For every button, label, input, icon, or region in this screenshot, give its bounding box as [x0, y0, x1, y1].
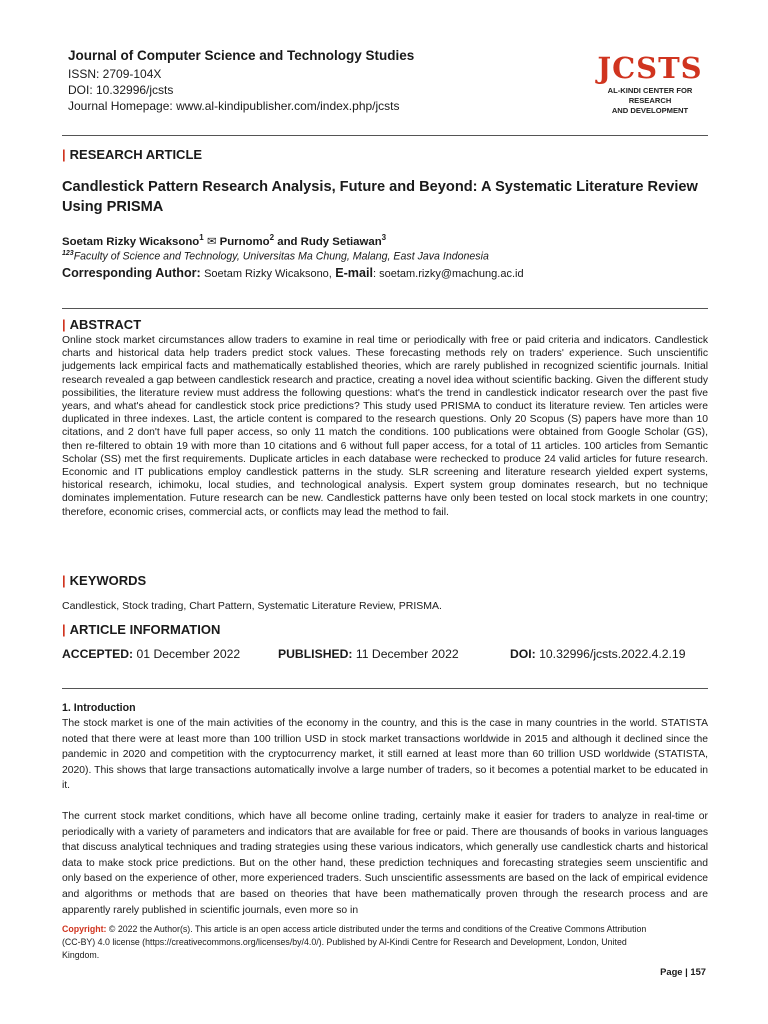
doi-label: DOI:	[510, 647, 536, 661]
accepted-date	[62, 647, 240, 661]
logo-text: JCSTS	[597, 51, 703, 85]
corresponding-email[interactable]: : soetam.rizky@machung.ac.id	[373, 268, 524, 280]
copyright-text: © 2022 the Author(s). This article is an open access article distributed under the terms and conditions of the Creative Commons Attribution (CC-BY) 4.0 license (https://creativecommons.org/licenses/by/4.0/). Published by Al-Kindi Centre for Research and Development, London, United Kingdom.	[62, 924, 647, 960]
info-divider	[62, 688, 708, 689]
published-value: 11 December 2022	[355, 647, 459, 661]
doi-value[interactable]: 10.32996/jcsts.2022.4.2.19	[539, 647, 686, 661]
corresponding-name: Soetam Rizky Wicaksono,	[204, 268, 332, 280]
logo-subtitle-2: AND DEVELOPMENT	[611, 106, 689, 115]
author-3: and Rudy Setiawan	[277, 235, 382, 248]
affiliation-text: Faculty of Science and Technology, Universitas Ma Chung, Malang, East Java Indonesia	[73, 250, 489, 263]
journal-title: Journal of Computer Science and Technology Studies	[68, 48, 415, 63]
author-list	[62, 233, 386, 248]
corresponding-author	[62, 266, 524, 280]
section-marker: |	[62, 622, 66, 637]
author-3-sup: 3	[381, 233, 387, 242]
article-doi	[510, 647, 686, 661]
section-marker: |	[62, 317, 66, 332]
keywords-heading-label: KEYWORDS	[69, 573, 147, 588]
affiliation-sup: 123	[62, 250, 74, 257]
article-info-heading	[62, 622, 220, 637]
keywords-text: Candlestick, Stock trading, Chart Pattern, Systematic Literature Review, PRISMA.	[62, 600, 442, 612]
intro-paragraph-1: The stock market is one of the main activities of the economy in the country, and this is the case in many countries in the world. STATISTA noted that there were at least more than 100 trillion USD in stock market transactions worldwide in 2015 and although it declined since the pandemic in 2020 and competition with the cryptocurrency market, it still earned at least more than 60 trillion USD worldwide (STATISTA, 2020). This shows that large transactions automatically involve a large number of traders, so it becomes a potential market to be educated in it.	[62, 718, 708, 792]
abstract-heading	[62, 317, 141, 332]
introduction-heading: 1. Introduction	[62, 702, 136, 714]
logo-subtitle-1: AL-KINDI CENTER FOR RESEARCH	[607, 86, 693, 105]
article-info-heading-label: ARTICLE INFORMATION	[69, 622, 221, 637]
accepted-value: 01 December 2022	[136, 647, 241, 661]
published-label: PUBLISHED:	[278, 647, 353, 661]
author-1: Soetam Rizky Wicaksono	[62, 235, 200, 248]
journal-issn: ISSN: 2709-104X	[68, 67, 162, 81]
author-1-sup: 1	[199, 233, 204, 242]
author-2: Purnomo	[219, 235, 270, 248]
intro-paragraph-2: The current stock market conditions, which have all become online trading, certainly make it easier for traders to analyze in real-time or periodically with a variety of parameters and indicators that are available for free or paid. There are thousands of books in various languages that discuss analytical techniques and trading strategies using these various indicators, which generally use candlestick charts and historical data to make stock price predictions. But on the other hand, these prediction techniques and forecasting strategies seem unscientific and only based on the experience of other, more experienced traders. Such unscientific assessments are based on the lack of empirical evidence and algorithms or methods that are based on theories that have been mathematically proven through the research process and are apparently rarely published in scientific journals, even more so in	[62, 811, 708, 916]
page-number: Page | 157	[660, 966, 706, 977]
copyright-notice	[62, 923, 662, 962]
journal-doi: DOI: 10.32996/jcsts	[68, 83, 174, 97]
header-divider	[62, 135, 708, 136]
abstract-text: Online stock market circumstances allow traders to examine in real time or periodically with free or paid criteria and indicators. Candlestick charts and historical data help traders predict stock values. These forecasting methods rely on traders' experience. Such unscientific judgements lack empirical facts and mathematically established theories, which are rarely published in recognized scientific journals. Initial research revealed a gap between candlestick research and practice, creating a novel idea without scientific backing. Given the different study possibilities, the literature review must address the following questions: what's the trend in candlestick indicator research over the past five years, and what's ahead for candlestick stock price predictions? This study used PRISMA to conduct its literature review. Ten articles were duplicated in three indexes. Last, the article content is compared to the research questions. Only 20 Scopus (S) papers have more than 10 citations, and 2 don't have full paper access, so only 11 match the conditions. 100 publications were obtained from Google Scholar (GS), then re-filtered to obtain 19 with more than 10 citations and 6 without full paper access, for a total of 11 articles. 100 articles from Semantic Scholar (SS) met the first requirements. Duplicate articles in each database were rechecked to produce 24 valid articles for future research. Economic and IT publications employ candlestick patterns in the study. SLR screening and literature research yielded expert systems, historical research, ichimoku, local studies, and technological analysis. Expert system group dominates research, but no technique dominates implementation. Future research can be new. Candlestick patterns have only been tested on local stock markets in one country; therefore, economic crises, commercial acts, or conflicts may lead the method to fail.	[62, 335, 708, 518]
mail-icon[interactable]: ✉	[206, 235, 217, 248]
abstract-divider	[62, 308, 708, 309]
affiliation	[62, 250, 489, 263]
article-type-label: RESEARCH ARTICLE	[69, 147, 203, 162]
article-type	[62, 147, 202, 162]
accepted-label: ACCEPTED:	[62, 647, 134, 661]
author-2-sup: 2	[269, 233, 275, 242]
published-date	[278, 647, 459, 661]
section-marker: |	[62, 147, 66, 162]
copyright-label: Copyright:	[62, 924, 107, 934]
journal-homepage[interactable]: Journal Homepage: www.al-kindipublisher.com/index.php/jcsts	[68, 99, 400, 113]
section-marker: |	[62, 573, 66, 588]
article-title: Candlestick Pattern Research Analysis, Future and Beyond: A Systematic Literature Review Using PRISMA	[62, 179, 698, 215]
abstract-heading-label: ABSTRACT	[69, 317, 142, 332]
corresponding-label: Corresponding Author:	[62, 266, 201, 280]
journal-logo	[590, 52, 710, 116]
keywords-heading	[62, 573, 146, 588]
email-label: E-mail	[335, 266, 373, 280]
